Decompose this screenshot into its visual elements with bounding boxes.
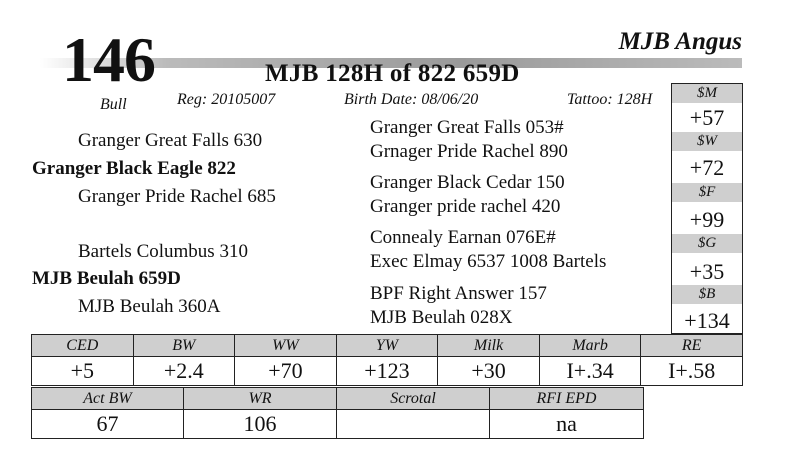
dollar-index-box: [671, 83, 743, 334]
pedigree-dam-sire: Bartels Columbus 310: [78, 241, 248, 262]
pedigree-sire-sire-dam: Grnager Pride Rachel 890: [370, 141, 568, 162]
index-value-m: +57: [689, 105, 725, 130]
epd-header-bw: BW: [133, 335, 235, 357]
index-value-b: +134: [684, 308, 730, 333]
pedigree-sire-dam-sire: Granger Black Cedar 150: [370, 172, 565, 193]
index-label-f: $F: [672, 183, 742, 202]
epd2-value-row: [32, 410, 644, 439]
pedigree-sire-dam: Granger Pride Rachel 685: [78, 186, 276, 207]
epd-header-scrotal: Scrotal: [337, 388, 490, 410]
breeder-name: MJB Angus: [618, 28, 742, 55]
index-label-b: $B: [672, 285, 742, 304]
lot-number: 146: [62, 24, 155, 95]
pedigree-dam-sire-dam: Exec Elmay 6537 1008 Bartels: [370, 251, 607, 272]
epd-value-wr: 106: [184, 410, 337, 439]
index-value-f: +99: [689, 207, 725, 232]
sex-label: Bull: [100, 96, 127, 113]
pedigree-sire-dam-dam: Granger pride rachel 420: [370, 196, 561, 217]
pedigree-sire: Granger Black Eagle 822: [32, 158, 236, 179]
epd-header-milk: Milk: [438, 335, 540, 357]
epd-header-ced: CED: [32, 335, 134, 357]
birth-date: Birth Date: 08/06/20: [344, 91, 479, 108]
epd-value-milk: +30: [438, 357, 540, 386]
epd-value-rfi-epd: na: [490, 410, 644, 439]
epd-header-ww: WW: [235, 335, 337, 357]
epd-header-yw: YW: [336, 335, 438, 357]
tattoo: Tattoo: 128H: [567, 91, 653, 108]
epd-value-ww: +70: [235, 357, 337, 386]
pedigree-dam-dam: MJB Beulah 360A: [78, 296, 221, 317]
pedigree-dam-dam-sire: BPF Right Answer 157: [370, 283, 547, 304]
index-value-w: +72: [689, 155, 725, 180]
pedigree-dam-sire-sire: Connealy Earnan 076E#: [370, 227, 556, 248]
epd-table-secondary: [31, 387, 644, 439]
index-label-w: $W: [672, 132, 742, 151]
index-label-m: $M: [672, 84, 742, 103]
epd-header-act-bw: Act BW: [32, 388, 184, 410]
index-value-g: +35: [689, 259, 725, 284]
epd-value-act-bw: 67: [32, 410, 184, 439]
epd-value-yw: +123: [336, 357, 438, 386]
pedigree-sire-sire: Granger Great Falls 630: [78, 130, 263, 151]
epd-value-scrotal: [337, 410, 490, 439]
epd-value-row: [32, 357, 743, 386]
pedigree-dam: MJB Beulah 659D: [32, 268, 181, 289]
pedigree-dam-dam-dam: MJB Beulah 028X: [370, 307, 513, 328]
registration-number: Reg: 20105007: [177, 91, 276, 108]
epd-header-re: RE: [641, 335, 743, 357]
epd-header-rfi-epd: RFI EPD: [490, 388, 644, 410]
animal-name: MJB 128H of 822 659D: [265, 60, 520, 87]
index-label-g: $G: [672, 234, 742, 253]
pedigree-sire-sire-sire: Granger Great Falls 053#: [370, 117, 564, 138]
epd-table-primary: [31, 334, 743, 386]
epd-header-wr: WR: [184, 388, 337, 410]
epd-header-marb: Marb: [539, 335, 641, 357]
epd-value-marb: I+.34: [539, 357, 641, 386]
epd-value-re: I+.58: [641, 357, 743, 386]
epd-value-bw: +2.4: [133, 357, 235, 386]
epd2-header-row: [32, 388, 644, 410]
epd-header-row: [32, 335, 743, 357]
epd-value-ced: +5: [32, 357, 134, 386]
